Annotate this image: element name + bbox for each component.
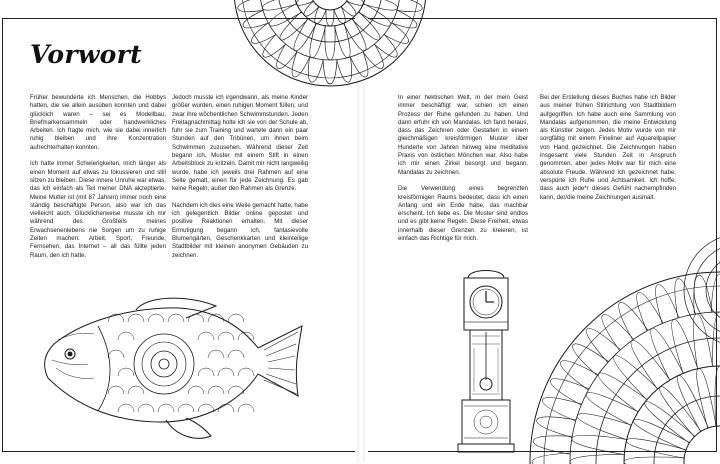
mandala-petal: [280, 12, 308, 40]
fish-scale: [108, 386, 124, 394]
clock-base-pattern: [464, 406, 508, 438]
fish-scale: [208, 314, 224, 322]
clock-illustration: [446, 264, 526, 464]
fish-scale: [128, 314, 144, 322]
fish-scale: [158, 404, 174, 412]
paragraph: Ich hatte immer Schwierigkeiten, mich länger als einen Moment auf etwas zu fokussieren und still sitzen zu bleiben. Diese innere Unruhe war etwas, das ich einfach als Teil meiner DNA akzeptierte. Meine Mutter ist (mit 87 Jahren) immer noch eine ständig beschäftigte Person, also war ich das vielleicht auch. Glücklicherweise musste ich mir während des Großteils meines Erwachsenenlebens nie Sorgen um zu ruhige Zeiten machen: Arbeit, Sport, Freunde, Fernsehen, das Internet – all das füllte jeden Raum, den ich hatte.: [30, 160, 166, 259]
paragraph: In einer hektischen Welt, in der mein Geist immer beschäftigt war, schien ich einen Prozess der Ruhe gefunden zu haben. Und dann erfuhr ich von Mandalas. Ich fand heraus, dass das Zeichnen oder Gestalten in einem gleichmäßigen kreisförmigen Muster über Hunderte von Jahren hinweg eine meditative Praxis von östlichen Mönchen war. Also habe ich mir einen Zirkel besorgt und begann, Mandalas zu zeichnen.: [398, 94, 528, 176]
mandala-petal: [341, 1, 356, 16]
mandala-petal: [697, 368, 717, 428]
mandala-petal: [238, 0, 263, 12]
fish-scale: [118, 404, 134, 412]
paragraph: Jedoch musste ich irgendwann, als meine Kinder größer wurden, einen ruhigen Moment füllen, und zwar ihre wöchentlichen Schwimmstunden. Jeden Freitagnachmittag holte ich sie von der Schule ab, fuhr sie zum Training und wartete dann ein paar Stunden auf den Tribünen, um ihnen beim Schwimmen zuzusehen. Während dieser Zeit begann ich, Muster mit einem Stift in einen Arbeitsblock zu kritzeln. Damit mir nicht langweilig wurde, habe ich jeweils drei Rahmen auf eine Seite gemalt, einen für jede Zeichnung. Es gab keine Regeln, außer den Rahmen als Grenze.: [172, 94, 308, 193]
fish-scale: [228, 314, 244, 322]
paragraph: Nachdem ich dies eine Weile gemacht hatte, habe ich gelegentlich Bilder online gepostet und positive Reaktionen erhalten. Mit dieser Ermutigung begann ich, fantasievolle Blumengärten, Geschenkkarten und kleinteilige Stadtbilder mit kleinen anonymen Gebäuden zu zeichnen.: [172, 201, 308, 259]
mandala-petal: [347, 0, 364, 5]
fish-scale: [218, 368, 234, 376]
clock-base: [462, 400, 510, 444]
fish-scale: [208, 386, 224, 394]
mandala-petal: [297, 0, 314, 5]
fish-scale: [188, 386, 204, 394]
fish-scale: [148, 314, 164, 322]
mandala-petal: [570, 454, 624, 464]
text-column-1: [30, 94, 166, 268]
clock-crown: [468, 271, 504, 279]
fish-scale: [238, 404, 254, 412]
mandala-petal: [659, 387, 701, 437]
top-mandala-rings: [234, 0, 426, 86]
mandala-petal: [586, 393, 638, 426]
mandala-petal: [626, 439, 686, 459]
paragraph: Früher bewunderte ich Menschen, die Hobbys hatten, die sie allein ausüben konnten und dabei glücklich waren – sei es Modellbau, Briefmarkensammeln oder handwerkliches Arbeiten. Ich fragte mich, wie sie dabei innerlich ruhig bleiben und ihre Konzentration aufrechterhalten konnten.: [30, 94, 166, 151]
fish-gill-line: [98, 326, 110, 411]
fish-center-mandala: [134, 334, 194, 394]
mandala-petal: [263, 34, 286, 57]
mandala-petal: [677, 375, 708, 431]
mandala-petal: [304, 1, 319, 16]
fish-scale: [198, 404, 214, 412]
mandala-petal: [325, 26, 335, 60]
fish-scale: [208, 350, 224, 358]
fish-scale: [238, 332, 254, 340]
paragraph: Bei der Erstellung dieses Buches habe ich Bilder aus meiner frühen Stilrichtung von Stadtbildern aufgegriffen. Ich habe auch eine Sammlung von Mandalas aufgenommen, die meine Entwicklung als Künstler zeigen. Jedes Motiv wurde von mir sorgfältig mit einem Fineliner auf Aquarellpapier von Hand gezeichnet. Die Zeichnungen haben insgesamt viele Stunden Zeit in Anspruch genommen, aber jedes Motiv war für mich eine absolute Freude. Während ich gezeichnet habe, verspürte ich Ruhe und Achtsamkeit. Ich hoffe, dass auch jede*r dieses Gefühl nachempfinden kann, der/die meine Zeichnungen ausmalt.: [540, 94, 676, 201]
mandala-petal: [308, 57, 323, 82]
fish-illustration: [36, 296, 316, 446]
mandala-petal: [656, 284, 679, 323]
fish-tail-stripes: [264, 332, 298, 394]
fish-scale: [138, 404, 154, 412]
mandala-petal: [374, 34, 397, 57]
fish-scale: [188, 314, 204, 322]
text-column-4: [540, 94, 676, 210]
text-column-3: [398, 94, 528, 252]
mandala-petal: [326, 10, 334, 26]
text-column-2: [172, 94, 308, 268]
mandala-petal: [358, 4, 390, 27]
mandala-petal: [586, 328, 620, 362]
fish-scale: [238, 368, 254, 376]
fish-scale: [118, 332, 134, 340]
mandala-petal: [532, 453, 570, 464]
mandala-petal: [613, 355, 657, 399]
fish-scale-pattern: [108, 314, 254, 412]
fish-scale: [108, 350, 124, 358]
fish-body-outline: [45, 308, 302, 422]
page-title: Vorwort: [30, 40, 142, 69]
mandala-petal: [577, 414, 631, 440]
mandala-petal: [352, 12, 380, 40]
mandala-petal: [645, 401, 695, 443]
fish-scale: [118, 368, 134, 376]
fish-scale: [228, 350, 244, 358]
mandala-petal: [619, 302, 648, 340]
mandala-petal: [560, 361, 598, 390]
fish-scale: [168, 314, 184, 322]
mandala-petal: [572, 435, 627, 454]
fish-scale: [198, 368, 214, 376]
fish-scale: [218, 332, 234, 340]
mandala-petal: [323, 60, 337, 84]
fish-scale: [128, 386, 144, 394]
mandala-petal: [337, 57, 352, 82]
paragraph: Die Verwendung eines begrenzten kreisförmigen Raums bedeutet, dass ich einen Anfang und ein Ende habe, das machbar erscheint. Ich liebe es. Die Muster sind endlos und es gibt keine Regeln. Diese Freiheit, etwas innerhalb dieser Grenzen zu kreieren, ist einfach das Richtige für mich.: [398, 185, 528, 243]
right-edge-mandala: [680, 250, 720, 330]
mandala-petal: [651, 328, 684, 380]
fish-scale: [178, 404, 194, 412]
mandala-petal: [269, 4, 301, 27]
fish-scale: [198, 332, 214, 340]
mandala-petal: [397, 0, 422, 12]
mandala-petal: [633, 419, 689, 450]
fish-head-pattern: [52, 333, 94, 378]
top-mandala-illustration: [230, 0, 430, 92]
